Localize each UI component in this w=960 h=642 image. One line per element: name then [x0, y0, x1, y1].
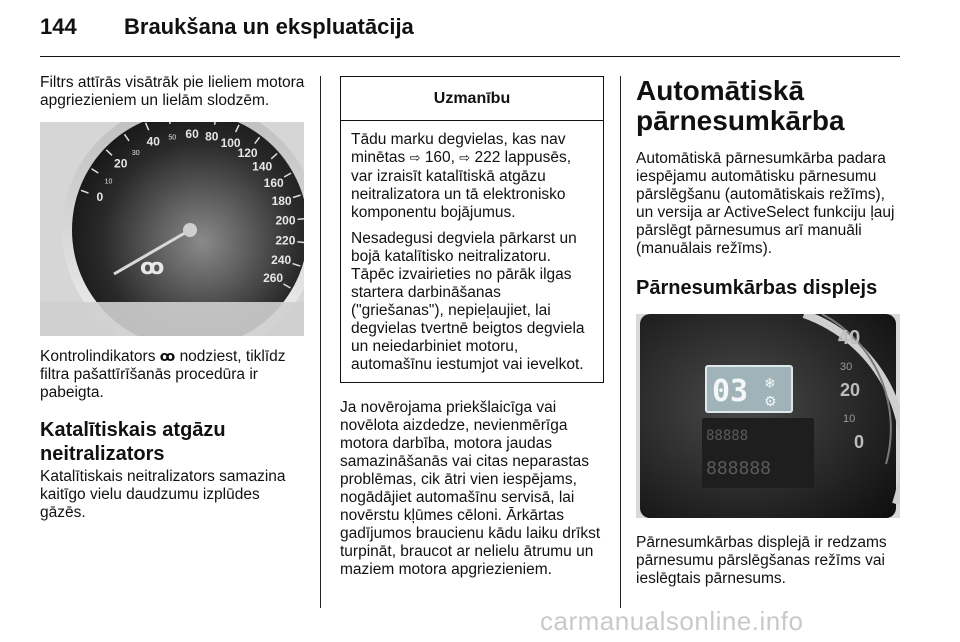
display-subtitle: Pārnesumkārbas displejs: [636, 277, 878, 299]
gauge-label: 60: [185, 127, 199, 141]
caution-paragraph-2: Nesadegusi degviela pārkarst un bojā katalītisko neitralizatoru. Tāpēc izvairieties no pārāk ilgas startera darbināšanas ("griešanas"), nepieļaujiet, lai degvielas tvertnē beigtos degviela un neiedarbiniet motoru, automašīnu iestumjot vai ievelkot.: [351, 230, 585, 373]
speedo-label: 20: [840, 380, 861, 400]
gauge-label: 40: [146, 134, 160, 149]
dpf-indicator-icon: ꝏ: [140, 255, 165, 280]
page-title: Braukšana un ekspluatācija: [124, 14, 414, 39]
caution-title: Uzmanību: [341, 77, 603, 121]
speedo-label: 30: [840, 361, 853, 373]
speedo-label: 40: [838, 327, 861, 349]
caution-paragraph-1: Tādu marku degvielas, kas nav minētas ⇨ 160, ⇨ 222 lappusēs, var izraisīt katalītiskā atgāzu neitralizatora un tā elektronisko komponentu bojājumus.: [351, 131, 572, 221]
gauge-label: 80: [205, 129, 219, 144]
gauge-label: 260: [263, 271, 284, 285]
gear-readout: 03: [712, 374, 749, 409]
tachometer-figure: [40, 122, 308, 336]
gauge-label: 200: [275, 213, 296, 228]
column-divider-2: [620, 76, 621, 608]
gauge-label: 140: [252, 159, 273, 174]
page-ref-link[interactable]: 222 lappusēs,: [474, 149, 572, 166]
transmission-title: Automātiskā pārnesumkārba: [636, 75, 845, 136]
gauge-tick: [297, 242, 304, 243]
header-rule: [40, 56, 900, 57]
column-2: [340, 76, 606, 579]
filter-intro: Filtrs attīrās visātrāk pie lieliem motora apgriezieniem un lielām slodzēm.: [40, 74, 305, 109]
display-segments-row2: 888888: [706, 458, 772, 479]
display-segments-row1: 88888: [706, 428, 749, 444]
gauge-label: 220: [275, 233, 296, 248]
ignition-text: Ja novērojama priekšlaicīga vai novēlota aizdedze, nevienmērīga motora darbība, motora jaudas samazināšanās vai citas neparastas problēmas, cik ātri vien iespējams, nogādājiet automašīnu servisā, lai novērstu kļūmes cēloni. Ārkārtas gadījumos braucienu kādu laiku drīkst turpināt, braucot ar nelielu ātrumu un maziem motora apgriezieniem.: [340, 399, 601, 578]
tachometer-image: [40, 122, 304, 336]
gauge-label: 100: [220, 136, 241, 150]
indicator-paragraph: Kontrolindikators ꝏ nodziest, tiklīdz filtra pašattīrīšanās procedūra ir pabeigta.: [40, 348, 286, 401]
gauge-label: 10: [104, 178, 113, 186]
column-1: [40, 74, 308, 522]
gauge-label: 20: [114, 156, 128, 171]
column-divider-1: [320, 76, 321, 608]
snowflake-icon: ❄: [764, 376, 776, 392]
display-caption: Pārnesumkārbas displejā ir redzams pārnesumu pārslēgšanas režīms vai ieslēgtais pārnesums.: [636, 534, 887, 587]
transmission-intro: Automātiskā pārnesumkārba padara iespējamu automātisku pārnesumu pārslēgšanu (automātiskais režīms), un versija ar ActiveSelect funkciju ļauj pārslēgt pārnesumus arī manuāli (manuālais režīms).: [636, 150, 895, 257]
gauge-label: 0: [96, 190, 104, 205]
gauge-label: 30: [131, 149, 140, 157]
gauge-tick: [298, 219, 305, 220]
gauge-label: 160: [263, 175, 284, 190]
catalytic-text: Katalītiskais neitralizators samazina kaitīgo vielu daudzumu izplūdes gāzēs.: [40, 468, 286, 521]
caution-box: [340, 76, 604, 383]
page-number: 144: [40, 14, 77, 39]
transmission-display-image: [636, 314, 900, 518]
gauge-label: 50: [168, 134, 177, 142]
gauge-label: 240: [271, 252, 292, 267]
page-ref-link[interactable]: 160,: [424, 149, 455, 166]
display-figure: [636, 314, 904, 518]
gear-icon: ⚙: [764, 394, 777, 410]
gauge-label: 120: [237, 146, 258, 161]
speedo-label: 10: [843, 413, 856, 425]
page-ref-icon: ⇨: [459, 151, 471, 166]
gauge-label: 180: [271, 194, 292, 209]
watermark: carmanualsonline.info: [540, 606, 804, 636]
page-header: [40, 14, 900, 44]
speedo-label: 0: [854, 432, 865, 452]
section-title-catalytic: Katalītiskais atgāzu neitralizators: [40, 419, 226, 465]
page-ref-icon: ⇨: [409, 151, 421, 166]
dpf-indicator-glyph: ꝏ: [159, 349, 176, 365]
column-3: [636, 76, 904, 588]
